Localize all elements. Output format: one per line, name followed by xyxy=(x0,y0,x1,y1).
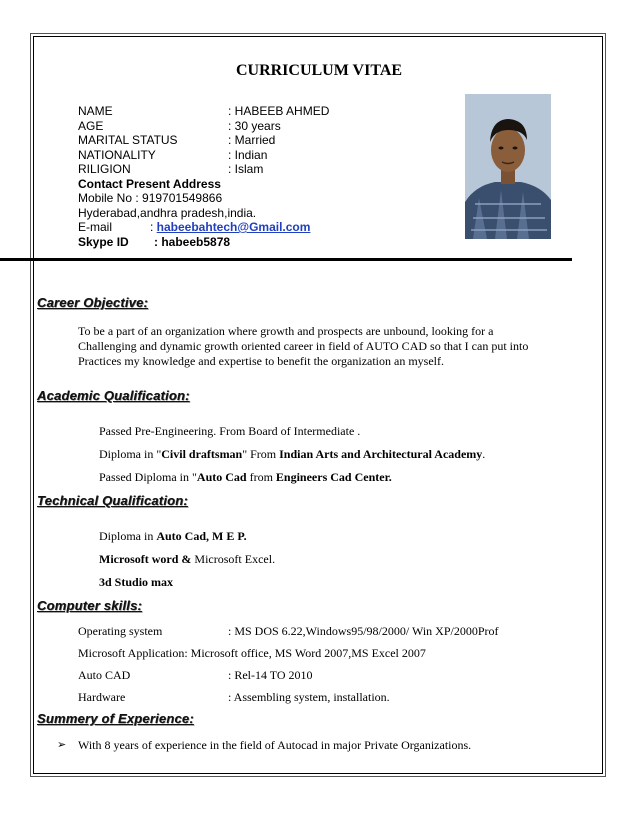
experience-heading: Summery of Experience: xyxy=(37,711,194,726)
career-line-3: Practices my knowledge and expertise to benefit the organization an myself. xyxy=(78,354,444,368)
computer-skills-heading: Computer skills: xyxy=(37,598,143,613)
name-label: NAME xyxy=(78,104,113,118)
hardware-value: : Assembling system, installation. xyxy=(228,690,390,704)
os-label: Operating system xyxy=(78,624,163,638)
autocad-value: : Rel-14 TO 2010 xyxy=(228,668,313,682)
academic-item-2: Diploma in "Civil draftsman" From Indian Arts and Architectural Academy. xyxy=(99,447,486,461)
hardware-label: Hardware xyxy=(78,690,126,704)
marital-label: MARITAL STATUS xyxy=(78,133,178,147)
religion-value: : Islam xyxy=(228,162,264,176)
autocad-label: Auto CAD xyxy=(78,668,131,682)
career-line-2: Challenging and dynamic growth oriented career in field of AUTO CAD so that I can put into xyxy=(78,339,529,353)
person-photo xyxy=(465,94,551,239)
career-objective-heading: Career Objective: xyxy=(37,295,149,310)
nationality-value: : Indian xyxy=(228,148,268,162)
technical-item-1: Diploma in Auto Cad, M E P. xyxy=(99,529,247,543)
name-value: : HABEEB AHMED xyxy=(228,104,330,118)
academic-item-3: Passed Diploma in "Auto Cad from Engineers Cad Center. xyxy=(99,470,392,484)
email-label: E-mail xyxy=(78,220,113,234)
skype-label: Skype ID xyxy=(78,235,129,249)
address-line: Hyderabad,andhra pradesh,india. xyxy=(78,206,257,220)
nationality-label: NATIONALITY xyxy=(78,148,156,162)
contact-heading: Contact Present Address xyxy=(78,177,221,191)
skype-value: : habeeb5878 xyxy=(154,235,231,249)
email-separator: : xyxy=(150,220,157,234)
email-link[interactable]: habeebahtech@Gmail.com xyxy=(156,220,311,234)
technical-item-2: Microsoft word & Microsoft Excel. xyxy=(99,552,276,566)
age-label: AGE xyxy=(78,119,104,133)
career-line-1: To be a part of an organization where growth and prospects are unbound, looking for a xyxy=(78,324,494,338)
academic-heading: Academic Qualification: xyxy=(37,388,190,403)
header-divider xyxy=(0,258,572,261)
experience-item: With 8 years of experience in the field of Autocad in major Private Organizations. xyxy=(78,738,472,752)
email-row xyxy=(150,220,310,234)
technical-heading: Technical Qualification: xyxy=(37,493,188,508)
marital-value: : Married xyxy=(228,133,276,147)
age-value: : 30 years xyxy=(228,119,281,133)
academic-item-1: Passed Pre-Engineering. From Board of Intermediate . xyxy=(99,424,361,438)
religion-label: RILIGION xyxy=(78,162,131,176)
ms-application-line: Microsoft Application: Microsoft office, MS Word 2007,MS Excel 2007 xyxy=(78,646,426,660)
person-photo-icon xyxy=(465,94,551,239)
mobile-line: Mobile No : 919701549866 xyxy=(78,191,223,205)
document-title: CURRICULUM VITAE xyxy=(235,62,403,79)
os-value: : MS DOS 6.22,Windows95/98/2000/ Win XP/2000Prof xyxy=(228,624,499,638)
technical-item-3: 3d Studio max xyxy=(99,575,174,589)
arrow-bullet-icon: ➢ xyxy=(57,738,67,751)
